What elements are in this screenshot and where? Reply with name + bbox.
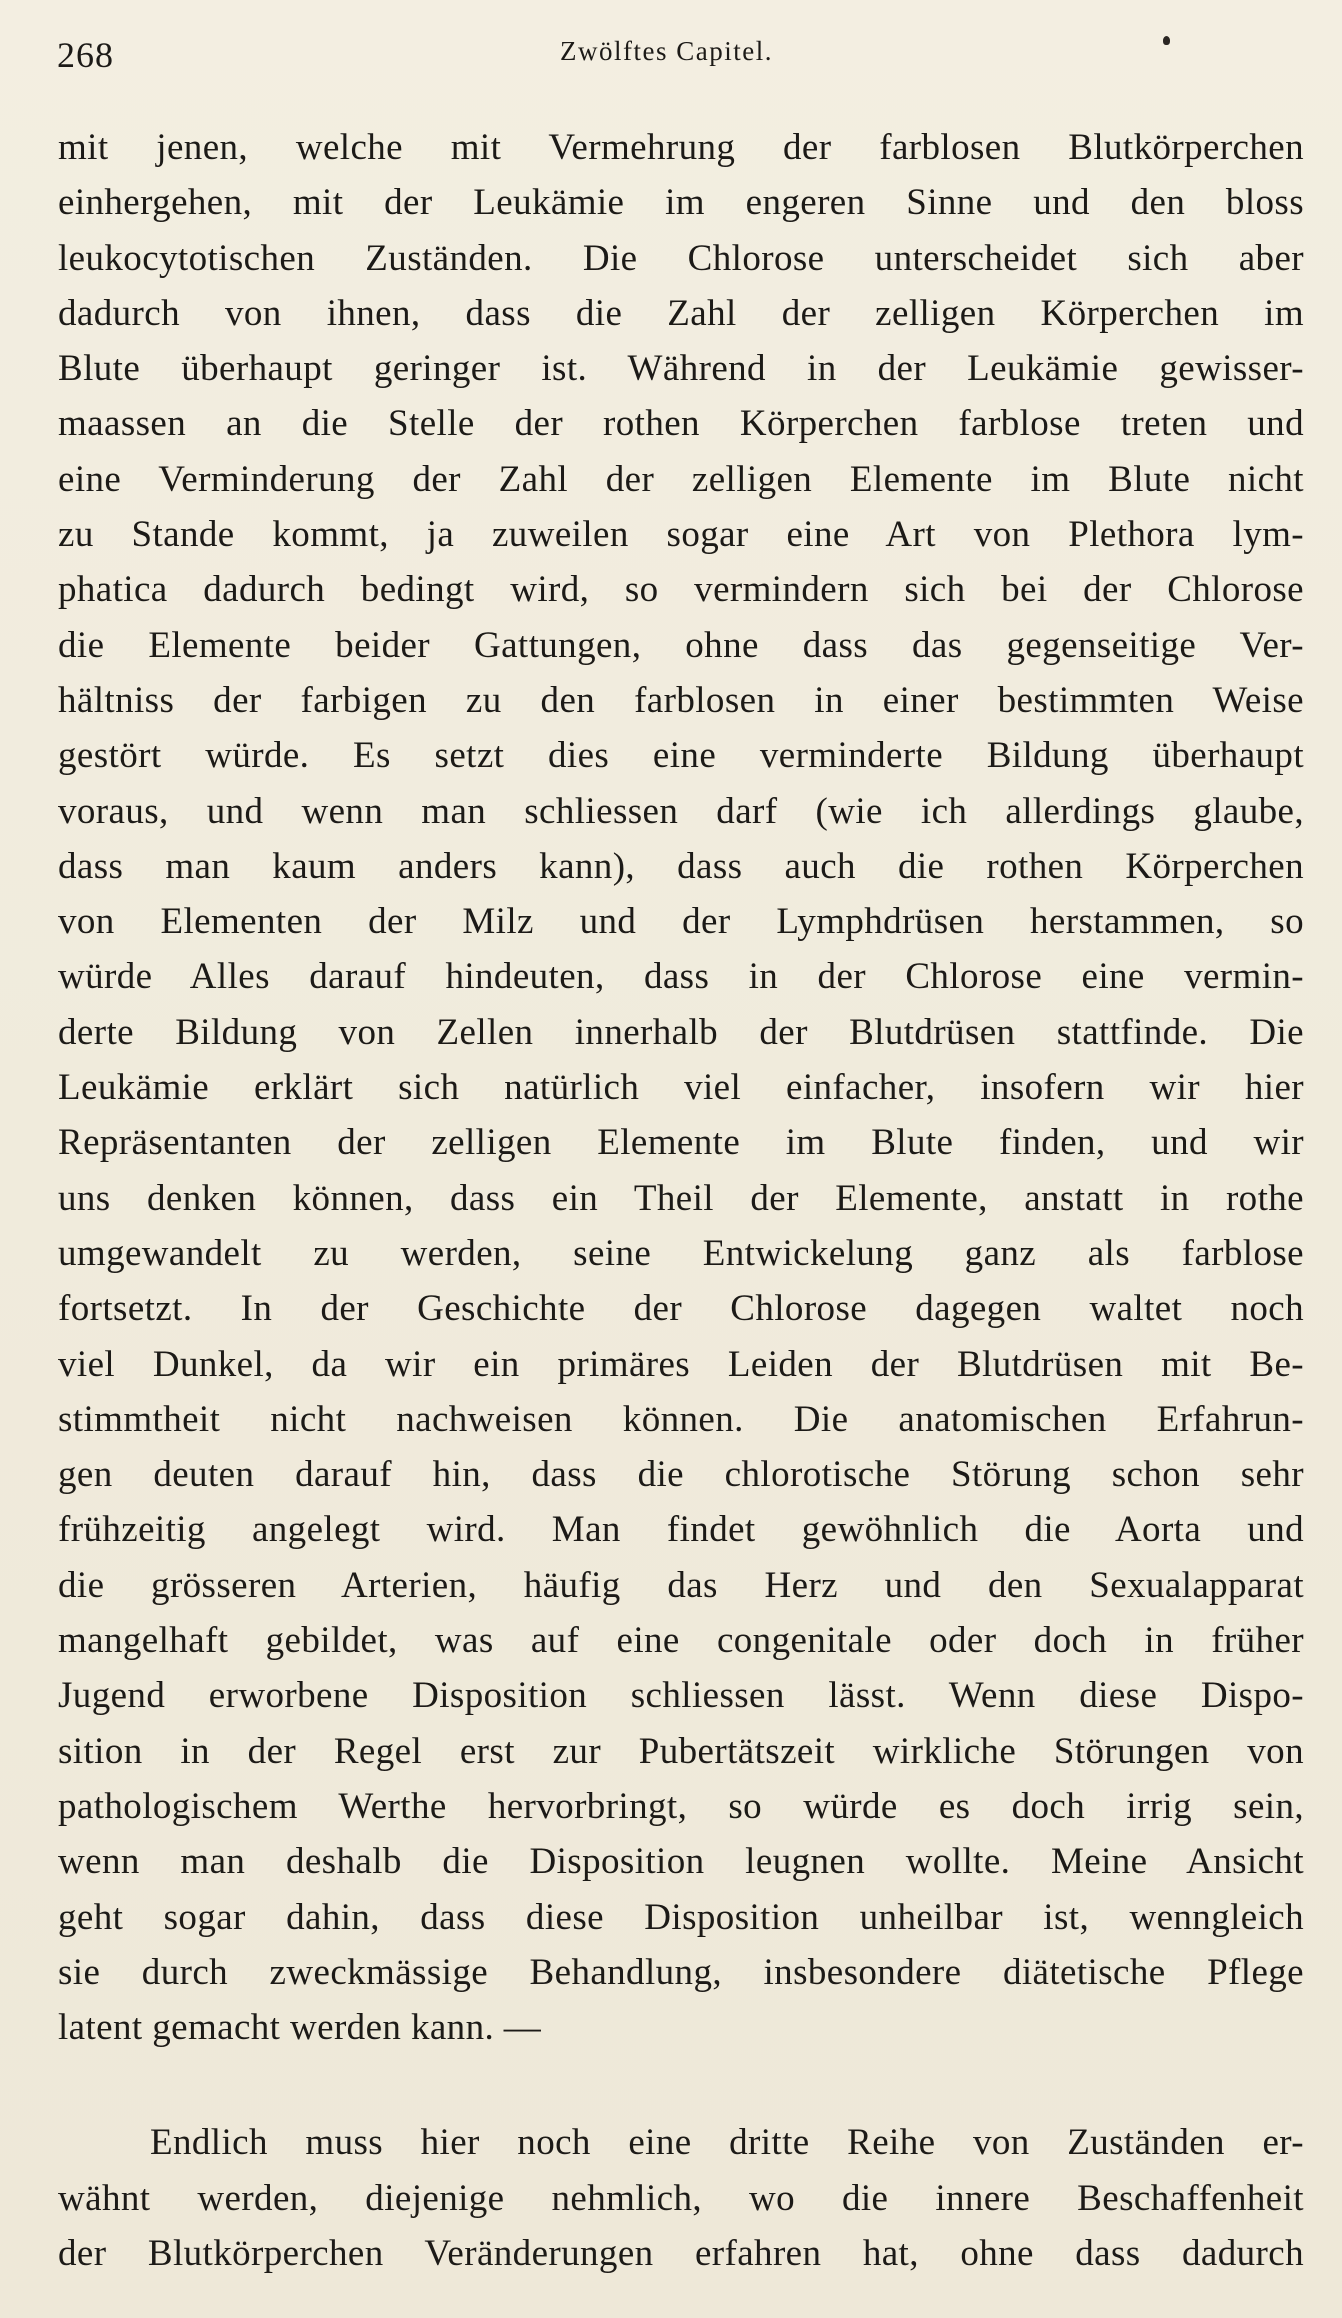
text-line: wähnt werden, diejenige nehmlich, wo die innere Beschaffenheit xyxy=(58,2177,1304,2219)
text-line: uns denken können, dass ein Theil der Elemente, anstatt in rothe xyxy=(58,1177,1304,1219)
text-line: derte Bildung von Zellen innerhalb der Blutdrüsen stattfinde. Die xyxy=(58,1011,1304,1053)
text-line: einhergehen, mit der Leukämie im engeren Sinne und den bloss xyxy=(58,182,1304,224)
text-line: die grösseren Arterien, häufig das Herz und den Sexualapparat xyxy=(58,1564,1304,1606)
text-line: eine Verminderung der Zahl der zelligen Elemente im Blute nicht xyxy=(58,458,1304,500)
text-line: pathologischem Werthe hervorbringt, so würde es doch irrig sein, xyxy=(58,1785,1304,1827)
text-line: Jugend erworbene Disposition schliessen lässt. Wenn diese Dispo- xyxy=(58,1675,1304,1717)
text-line: dass man kaum anders kann), dass auch die rothen Körperchen xyxy=(58,845,1304,887)
text-line: fortsetzt. In der Geschichte der Chlorose dagegen waltet noch xyxy=(58,1288,1304,1330)
text-line: würde Alles darauf hindeuten, dass in der Chlorose eine vermin- xyxy=(58,956,1304,998)
text-line: Leukämie erklärt sich natürlich viel einfacher, insofern wir hier xyxy=(58,1067,1304,1109)
text-line: der Blutkörperchen Veränderungen erfahren hat, ohne dass dadurch xyxy=(58,2232,1304,2274)
text-line: dadurch von ihnen, dass die Zahl der zelligen Körperchen im xyxy=(58,292,1304,334)
page-number: 268 xyxy=(57,35,114,75)
text-line: viel Dunkel, da wir ein primäres Leiden der Blutdrüsen mit Be- xyxy=(58,1343,1304,1385)
ink-speck xyxy=(1163,36,1170,45)
text-line: mit jenen, welche mit Vermehrung der farblosen Blutkörperchen xyxy=(58,127,1304,168)
text-line: leukocytotischen Zuständen. Die Chlorose unterscheidet sich aber xyxy=(58,237,1304,279)
text-line: Endlich muss hier noch eine dritte Reihe von Zuständen er- xyxy=(150,2122,1304,2164)
paragraph-gap xyxy=(58,2055,1304,2115)
text-line: sie durch zweckmässige Behandlung, insbesondere diätetische Pflege xyxy=(58,1951,1304,1993)
text-line: hältniss der farbigen zu den farblosen in einer bestimmten Weise xyxy=(58,679,1304,721)
text-line: stimmtheit nicht nachweisen können. Die anatomischen Erfahrun- xyxy=(58,1398,1304,1440)
text-line: wenn man deshalb die Disposition leugnen wollte. Meine Ansicht xyxy=(58,1841,1304,1883)
text-line: Repräsentanten der zelligen Elemente im Blute finden, und wir xyxy=(58,1122,1304,1164)
text-line: geht sogar dahin, dass diese Disposition unheilbar ist, wenngleich xyxy=(58,1896,1304,1938)
text-line: sition in der Regel erst zur Pubertätszeit wirkliche Störungen von xyxy=(58,1730,1304,1772)
text-line: maassen an die Stelle der rothen Körperchen farblose treten und xyxy=(58,403,1304,445)
text-line: latent gemacht werden kann. — xyxy=(58,2007,542,2049)
text-line: voraus, und wenn man schliessen darf (wie ich allerdings glaube, xyxy=(58,790,1304,832)
paragraph-1 xyxy=(58,120,1304,2055)
running-head: Zwölftes Capitel. xyxy=(560,36,773,66)
text-line: gestört würde. Es setzt dies eine verminderte Bildung überhaupt xyxy=(58,735,1304,777)
text-line: gen deuten darauf hin, dass die chlorotische Störung schon sehr xyxy=(58,1454,1304,1496)
text-line: frühzeitig angelegt wird. Man findet gewöhnlich die Aorta und xyxy=(58,1509,1304,1551)
text-line: Blute überhaupt geringer ist. Während in der Leukämie gewisser- xyxy=(58,348,1304,390)
text-line: zu Stande kommt, ja zuweilen sogar eine Art von Plethora lym- xyxy=(58,514,1304,556)
text-line: phatica dadurch bedingt wird, so vermindern sich bei der Chlorose xyxy=(58,569,1304,611)
text-line: die Elemente beider Gattungen, ohne dass das gegenseitige Ver- xyxy=(58,624,1304,666)
text-line: umgewandelt zu werden, seine Entwickelung ganz als farblose xyxy=(58,1232,1304,1274)
body-text xyxy=(58,120,1304,2281)
text-line: von Elementen der Milz und der Lymphdrüsen herstammen, so xyxy=(58,901,1304,943)
paragraph-2 xyxy=(58,2115,1304,2281)
text-line: mangelhaft gebildet, was auf eine congenitale oder doch in früher xyxy=(58,1620,1304,1662)
